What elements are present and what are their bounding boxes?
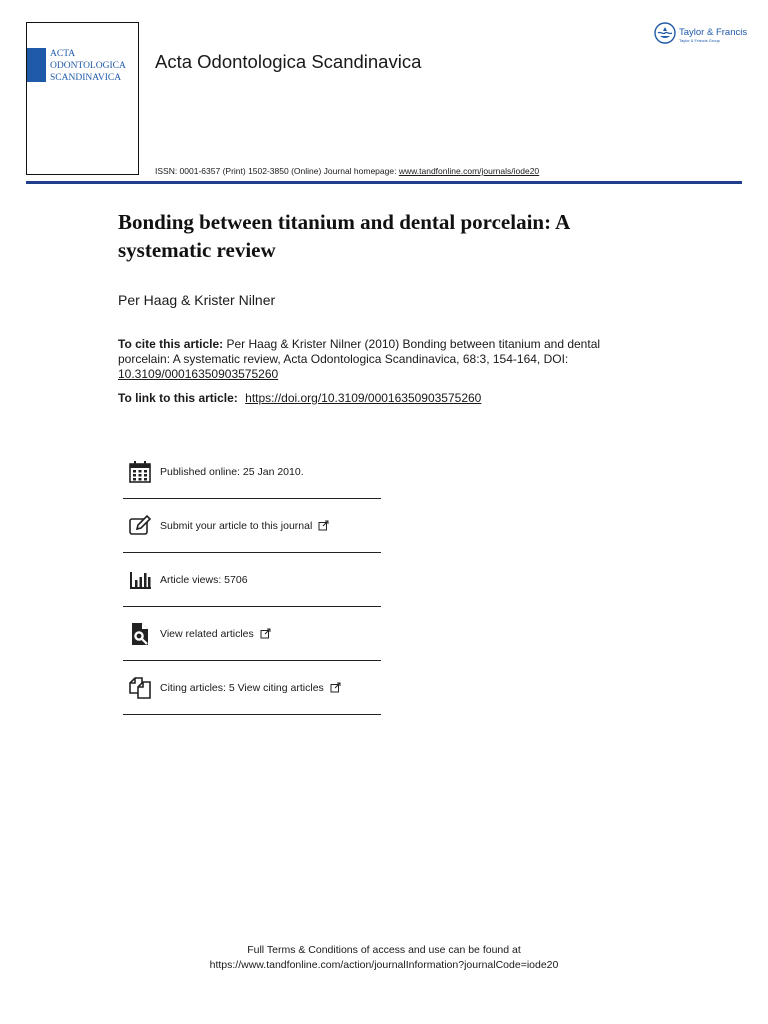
citation-label: To cite this article: [118, 337, 224, 351]
citing-articles-item[interactable] [123, 661, 381, 714]
divider [123, 714, 381, 715]
citation-text: Per Haag & Krister Nilner (2010) Bonding between titanium and dental porcelain: A systematic review, Acta Odontologica Scandinavica, 68:3, 154-164, DOI: [118, 337, 601, 366]
publisher-logo[interactable] [654, 22, 747, 49]
article-views-text: Article views: 5706 [160, 573, 248, 586]
issn-text: ISSN: 0001-6357 (Print) 1502-3850 (Online) Journal homepage: [155, 166, 397, 176]
external-link-icon [318, 520, 329, 531]
bar-chart-icon [127, 567, 153, 593]
submit-article-item[interactable] [123, 499, 381, 552]
cover-line: SCANDINAVICA [50, 73, 122, 83]
published-online-text: Published online: 25 Jan 2010. [160, 465, 304, 478]
publisher-group: Taylor & Francis Group [679, 37, 720, 43]
external-link-icon [260, 628, 271, 639]
header-rule [26, 181, 742, 184]
related-articles-link[interactable]: View related articles [160, 627, 254, 640]
related-articles-item[interactable] [123, 607, 381, 660]
publisher-name: Taylor & Francis [679, 26, 748, 38]
citation-block [118, 337, 638, 382]
article-link-line [118, 391, 481, 405]
link-label: To link to this article: [118, 391, 238, 405]
journal-homepage-link[interactable]: www.tandfonline.com/journals/iode20 [398, 166, 540, 176]
cover-line: ACTA [50, 49, 76, 59]
journal-title: Acta Odontologica Scandinavica [155, 51, 422, 72]
journal-cover [26, 22, 139, 175]
submit-article-link[interactable]: Submit your article to this journal [160, 519, 313, 532]
cover-line: ODONTOLOGICA [50, 61, 126, 71]
article-authors: Per Haag & Krister Nilner [118, 292, 276, 308]
taylor-francis-logo-icon [654, 22, 676, 49]
citation-doi-link[interactable]: 10.3109/00016350903575260 [118, 367, 279, 381]
article-metadata-list [123, 445, 381, 715]
document-search-icon [127, 621, 153, 647]
citing-documents-icon [127, 675, 153, 701]
footer [0, 943, 768, 973]
footer-terms-url[interactable]: https://www.tandfonline.com/action/journalInformation?journalCode=iode20 [209, 959, 559, 971]
edit-icon [127, 513, 153, 539]
footer-terms-text: Full Terms & Conditions of access and use can be found at [247, 944, 521, 956]
article-views-item [123, 553, 381, 606]
external-link-icon [330, 682, 341, 693]
cover-accent-bar [27, 48, 46, 82]
issn-line [155, 166, 539, 176]
article-doi-url[interactable]: https://doi.org/10.3109/00016350903575260 [245, 391, 482, 405]
article-title: Bonding between titanium and dental porcelain: A systematic review [118, 210, 570, 262]
cover-title [50, 48, 126, 84]
published-online-item [123, 445, 381, 498]
calendar-icon [127, 459, 153, 485]
citing-articles-link[interactable]: Citing articles: 5 View citing articles [160, 681, 324, 694]
